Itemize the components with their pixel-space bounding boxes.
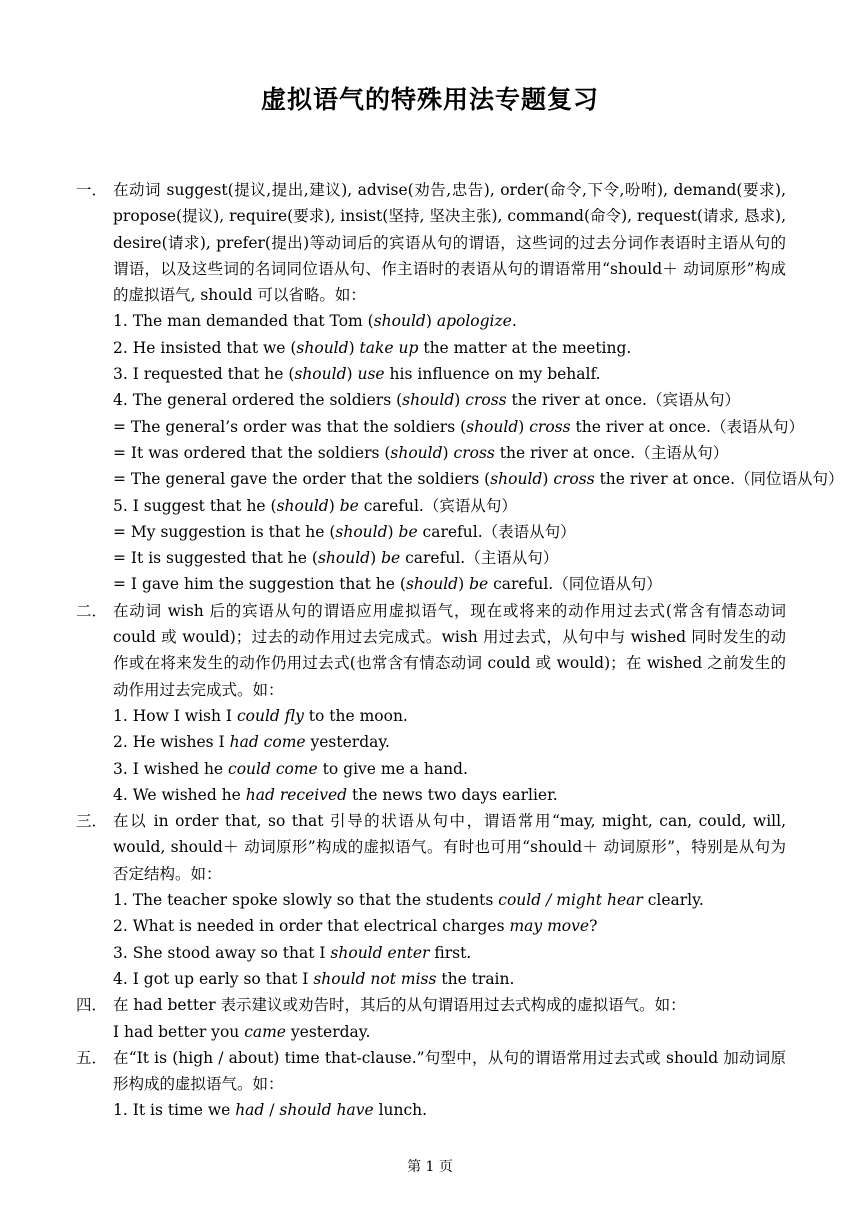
example-verb-italic: should [294,365,347,384]
example-verb-italic: should [276,496,329,515]
document-body [76,177,844,1124]
example-text: the river at once.（同位语从句） [594,470,844,489]
section-number: 二． [76,601,108,620]
example-sentence [113,414,804,440]
section-5 [76,1045,786,1124]
example-verb-italic: had received [245,785,348,804]
section-1 [76,177,844,598]
example-sentence [113,519,786,545]
example-verb-italic: be [469,575,489,594]
example-text: to the moon. [303,706,408,725]
example-verb-italic: could come [228,759,318,778]
example-text: careful.（主语从句） [400,549,559,568]
page-number: 第 1 页 [407,1159,453,1175]
example-sentence [113,440,786,466]
example-text: 1. How I wish I [113,706,237,725]
example-text: I had better you [113,1022,245,1041]
example-verb-italic: be [398,522,418,541]
example-text: ) [348,338,360,357]
example-verb-italic: should [296,338,349,357]
example-text: = My suggestion is that he ( [113,522,336,541]
section-text: 在“It is (high / about) time that-clause.”句型中，从句的谓语常用过去式或 should 加动词原形构成的虚拟语气。如： [113,1048,786,1094]
page-title: 虚拟语气的特殊用法专题复习 [260,85,599,114]
example-text: 1. The teacher spoke slowly so that the students [113,891,499,910]
section-number: 五． [76,1048,108,1067]
example-text: the train. [436,969,515,988]
section-4 [76,992,786,1045]
example-text: yesterday. [305,733,390,752]
example-verb-italic: came [244,1022,286,1041]
example-sentence [113,387,786,413]
example-sentence [113,493,786,519]
example-verb-italic: should [466,417,519,436]
example-sentence [113,1097,786,1123]
example-sentence [113,545,786,571]
example-verb-italic: should [373,312,426,331]
example-text: the river at once.（宾语从句） [506,391,740,410]
example-verb-italic: may move [509,917,590,936]
example-verb-italic: take up [359,338,419,357]
example-verb-italic: be [381,549,401,568]
example-verb-italic: be [339,496,359,515]
example-text: 3. I wished he [113,759,229,778]
example-text: 2. He insisted that we ( [113,338,297,357]
example-text: clearly. [642,891,704,910]
example-verb-italic: apologize [436,312,512,331]
example-text: . [511,312,517,331]
example-verb-italic: should [390,443,443,462]
section-number: 三． [76,812,108,831]
example-text: ) [370,549,382,568]
example-text: = It is suggested that he ( [113,549,318,568]
example-verb-italic: should [317,549,371,568]
example-text: ) [518,417,530,436]
example-text: = I gave him the suggestion that he ( [113,575,406,594]
example-verb-italic: had [235,1101,265,1120]
example-verb-italic: should [490,470,543,489]
example-text: 3. She stood away so that I [113,943,331,962]
example-text: careful.（表语从句） [417,522,576,541]
example-sentence [113,940,786,966]
section-2 [76,598,786,808]
example-text: ) [387,522,399,541]
example-verb-italic: cross [453,443,495,462]
example-verb-italic: should enter [330,943,430,962]
section-text: 在动词 wish 后的宾语从句的谓语应用虚拟语气，现在或将来的动作用过去式(常含有情态动词 could 或 would)；过去的动作用过去完成式。wish 用过去式，从句中与 wished 同时发生的动作或在将来发生的动作仍用过去式(也常含有情态动词 could 或 would)；在 wished 之前发生的动作用过去完成式。如： [113,601,786,699]
example-text: 2. What is needed in order that electrical charges [113,917,510,936]
example-sentence [113,361,786,387]
section-3 [76,808,786,992]
example-sentence [113,887,786,913]
example-text: 5. I suggest that he ( [113,496,277,515]
example-sentence [113,335,786,361]
example-text: the river at once.（主语从句） [494,443,729,462]
example-sentence [113,756,786,782]
example-text: 4. I got up early so that I [113,969,314,988]
example-verb-italic: should not miss [313,969,437,988]
example-text: the news two days earlier. [347,785,558,804]
example-text: = The general gave the order that the soldiers ( [113,470,491,489]
example-text: 4. The general ordered the soldiers ( [113,391,403,410]
example-text: ) [442,443,454,462]
example-verb-italic: cross [553,470,595,489]
example-sentence [113,913,786,939]
example-verb-italic: had come [229,733,306,752]
example-text: to give me a hand. [317,759,468,778]
example-text: ) [425,312,437,331]
section-text: 在动词 suggest(提议,提出,建议), advise(劝告,忠告), order(命令,下令,吩咐), demand(要求), propose(提议), require(要求), insist(坚持, 坚决主张), command(命令), request(请求, 恳求), desire(请求), prefer(提出)等动词后的宾语从句的谓语，这些词的过去分词作表语时主语从句的谓语，以及这些词的名词同位语从句、作主语时的表语从句的谓语常用“should＋ 动词原形”构成的虚拟语气, should 可以省略。如： [113,181,786,305]
example-text: ? [589,917,598,936]
example-sentence [113,703,786,729]
example-text: 3. I requested that he ( [113,365,295,384]
example-sentence [113,308,786,334]
example-text: 4. We wished he [113,785,246,804]
example-sentence [113,1019,786,1045]
example-verb-italic: could / might hear [498,891,643,910]
example-text: ) [328,496,340,515]
example-text: ) [346,365,358,384]
example-verb-italic: cross [465,391,507,410]
example-verb-italic: should have [279,1101,374,1120]
example-sentence [113,571,786,597]
section-number: 四． [76,996,108,1015]
example-verb-italic: could fly [236,706,304,725]
example-sentence [113,966,786,992]
example-sentence [113,466,844,492]
example-text: his influence on my behalf. [384,365,601,384]
example-text: / [264,1101,280,1120]
example-text: 2. He wishes I [113,733,230,752]
example-text: = It was ordered that the soldiers ( [113,443,391,462]
example-verb-italic: should [335,522,388,541]
example-text: careful.（同位语从句） [488,575,662,594]
example-verb-italic: use [357,365,385,384]
example-text: ) [454,391,466,410]
example-text: 1. It is time we [113,1101,236,1120]
example-sentence [113,782,786,808]
example-text: the river at once.（表语从句） [570,417,804,436]
example-verb-italic: should [402,391,455,410]
section-number: 一． [76,181,108,199]
example-text: ) [542,470,554,489]
example-text: = The general’s order was that the soldiers ( [113,417,467,436]
example-text: the matter at the meeting. [418,338,632,357]
example-verb-italic: cross [529,417,571,436]
section-text: 在 had better 表示建议或劝告时，其后的从句谓语用过去式构成的虚拟语气。如： [113,996,686,1015]
example-sentence [113,729,786,755]
example-text: ) [458,575,470,594]
example-text: careful.（宾语从句） [358,496,517,515]
example-text: first. [429,943,472,962]
example-verb-italic: should [405,575,459,594]
example-text: 1. The man demanded that Tom ( [113,312,374,331]
example-text: yesterday. [285,1022,371,1041]
section-text: 在以 in order that, so that 引导的状语从句中，谓语常用“may, might, can, could, will, would, should＋ 动词原形”构成的虚拟语气。有时也可用“should＋ 动词原形”，特别是从句为否定结构。如： [113,812,786,883]
example-text: lunch. [373,1101,428,1120]
